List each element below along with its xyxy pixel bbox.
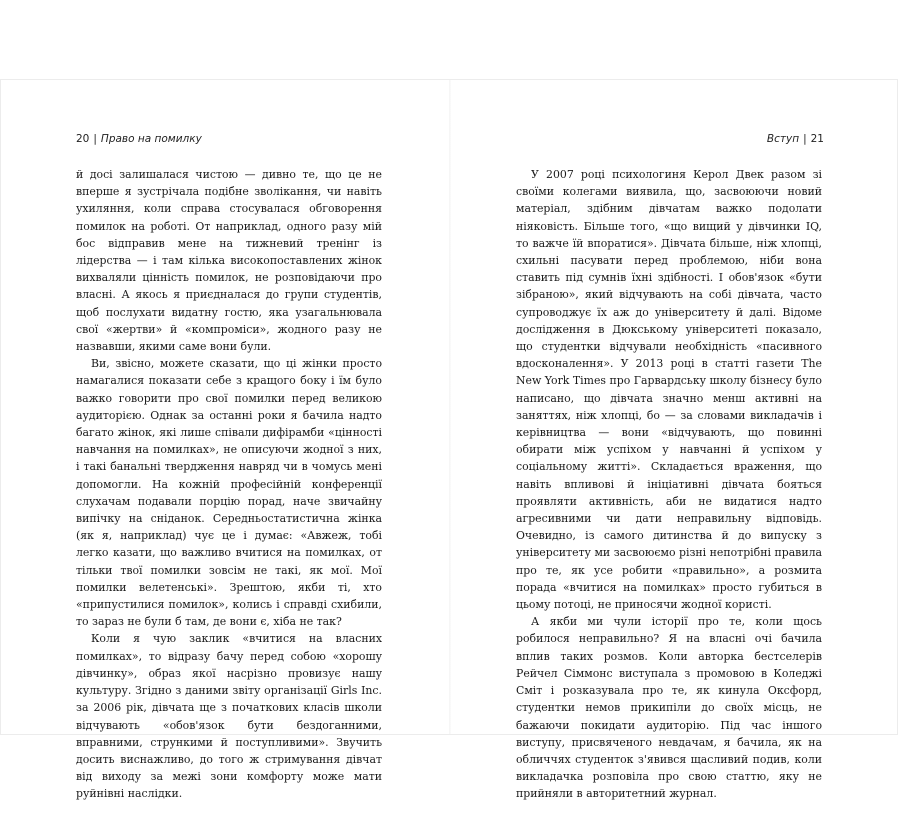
left-paragraph-1: й досі залишалася чистою — дивно те, що це не вперше я зустрічала подібне зволікання, чи навіть ухиляння, коли справа стосувалася обговорення помилок на роботі. От наприклад, одного разу мій бос відправив мене на тижневий тренінг із лідерства — і там кілька високопоставлених жінок вихваляли цінність помилок, не розповідаючи про власні. А якось я приєдналася до групи студентів, щоб послухати видатну гостю, яка узагальнювала свої «жертви» й «компроміси», жодного разу не назвавши, якими саме вони були. (76, 168, 382, 354)
right-page (450, 80, 899, 801)
left-paragraph-3: Коли я чую заклик «вчитися на власних помилках», то відразу бачу перед собою «хорошу дівчинку», образ якої насрізно провизує нашу культуру. Згідно з даними звіту організації Girls Inc. за 2006 рік, дівчата ще з початкових класів школи відчувають «обов'язок бути бездоганними, вправними, стрункими й поступливими». Звучить досить виснажливо, до того ж стримування дівчат від виходу за межі зони комфорту може мати руйнівні наслідки. (76, 632, 382, 801)
right-page-number: 21 (810, 133, 824, 145)
left-page-number: 20 (76, 133, 90, 145)
right-paragraph-1: У 2007 році психологиня Керол Двек разом зі своїми колегами виявила, що, засвоюючи новий матеріал, здібним дівчатам важко подолати ніяковість. Більше того, «що вищий у дівчинки IQ, то важче їй впоратися». Дівчата більше, ніж хлопці, схильні пасувати перед проблемою, ніби вона ставить під сумнів їхні здібності. І обов'язок «бути зібраною», який відчувають на собі дівчата, часто супроводжує їх аж до університету й далі. Відоме дослідження в Дюкському університеті показало, що студентки відчували необхідність «пасивного вдосконалення». У 2013 році в статті газети The New York Times про Гарвардську школу бізнесу було написано, що дівчата значно менш активні на заняттях, ніж хлопці, бо — за словами викладачів і керівництва — вони «відчувають, що повинні обирати між успіхом у навчанні й успіхом у соціальному житті». Складається враження, що навіть впливові й ініціативні дівчата бояться проявляти активність, аби не видатися надто агресивними чи дати неправильну відповідь. Очевидно, із самого дитинства й до випуску з університету ми засвоюємо різні непотрібні правила про те, як усе робити «правильно», а розмита порада «вчитися на помилках» просто губиться в цьому потоці, не приносячи жодної користі. (516, 168, 822, 612)
left-page (1, 80, 450, 801)
right-running-title: Вступ (766, 133, 800, 145)
right-page-text (516, 166, 822, 803)
left-running-title: Право на помилку (100, 133, 202, 145)
left-page-text (76, 166, 382, 803)
right-paragraph-2: А якби ми чули історії про те, коли щось робилося неправильно? Я на власні очі бачила вплив таких розмов. Коли авторка бестселерів Рейчел Сіммонс виступала з промовою в Коледжі Сміт і розказувала про те, як кинула Оксфорд, студентки немов прикипіли до своїх місць, не бажаючи покидати аудиторію. Під час іншого виступу, присвяченого невдачам, я бачила, як на обличчях студенток з'явився щасливий подив, коли викладачка розповіла про свою статтю, яку не прийняли в авторитетний журнал. (516, 615, 822, 801)
left-paragraph-2: Ви, звісно, можете сказати, що ці жінки просто намагалися показати себе з кращого боку і їм було важко говорити про свої помилки перед великою аудиторією. Однак за останні роки я бачила надто багато жінок, які лише співали дифірамби «цінності навчання на помилках», не описуючи жодної з них, і такі банальні твердження навряд чи в чомусь мені допомогли. На кожній професійній конференції слухачам подавали порцію порад, наче звичайну випічку на сніданок. Середньостатистична жінка (як я, наприклад) чує це і думає: «Авжеж, тобі легко казати, що важливо вчитися на помилках, от тільки твої помилки зовсім не такі, як мої. Мої помилки велетенські». Зрештою, якби ті, хто «припустилися помилок», колись і справді схибили, то зараз не були б там, де вони є, хіба не так? (76, 357, 382, 629)
left-running-head (76, 133, 202, 145)
left-running-head-separator: | (93, 133, 97, 145)
right-running-head (767, 133, 824, 145)
book-spread (0, 79, 898, 801)
right-running-head-separator: | (803, 133, 807, 145)
